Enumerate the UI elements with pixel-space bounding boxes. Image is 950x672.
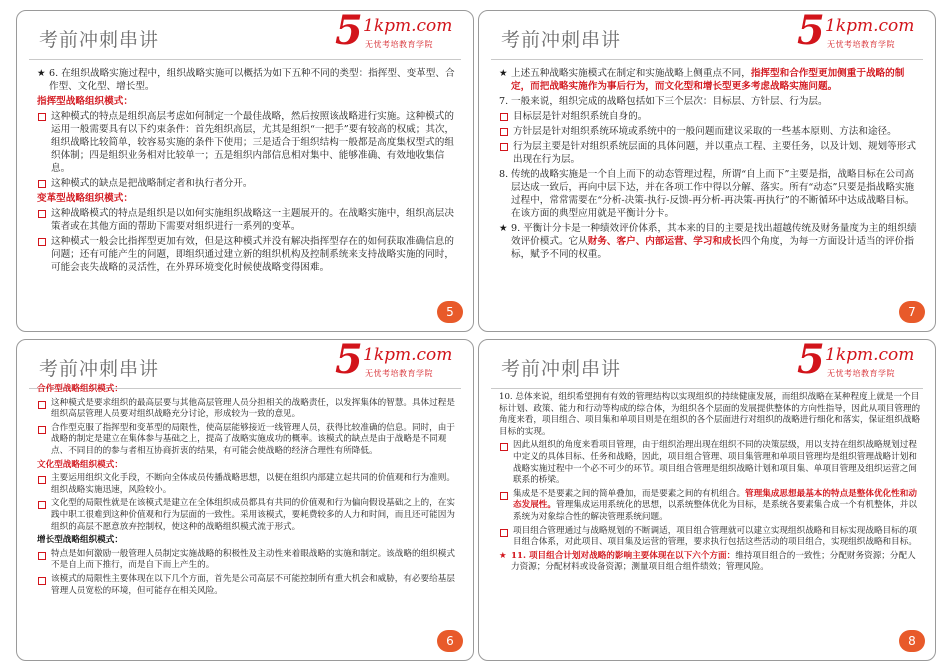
bullet-item: 这种模式一般会比指挥型更加有效，但是这种模式并没有解决指挥型存在的如何获取准确信息的问题；还有可能产生的问题，即组织通过建立新的组织机构及控制系统来支持战略实施的同时，可能会丧失战略的灵活性，在外界环境变化时候使战略变得困难。 [37, 235, 461, 274]
brand-logo [335, 10, 455, 57]
section-heading: 增长型战略组织模式： [37, 535, 123, 546]
section-heading: 文化型战略组织模式： [37, 459, 123, 470]
bullet-item: 这种模式的缺点是把战略制定者和执行者分开。 [37, 177, 461, 190]
bullet-item: 这种战略模式的特点是组织是以如何实施组织战略这一主题展开的。在战略实施中，组织高层决策者或在其他方面的帮助下需要对组织进行一系列的变革。 [37, 207, 461, 233]
slide-title: 考前冲刺串讲 [39, 29, 160, 51]
section-heading: 变革型战略组织模式： [37, 193, 133, 204]
bullet-item: 合作型克服了指挥型和变革型的局限性，使高层能够接近一线管理人员，获得比较准确的信息。同时，由于战略的制定是建立在集体参与基础之上，提高了战略实施成功的概率。该模式的缺点是由于战略是不同观点、不同目的的参与者相互协商折衷的结果，有可能会使战略的经济合理性有所降低。 [37, 423, 461, 458]
logo-domain: 1kpm.com [363, 345, 453, 365]
slide-content [37, 382, 461, 656]
slide-content [499, 67, 923, 327]
logo-tagline: 无忧考培教育学院 [365, 40, 433, 49]
starred-paragraph [499, 222, 923, 261]
logo-domain: 1kpm.com [363, 16, 453, 36]
bullet-item: 方针层是针对组织系统环境或系统中的一般问题而建议采取的一些基本原则、方法和途径。 [499, 125, 923, 138]
header-divider [491, 388, 923, 389]
bullet-item: 这种模式是要求组织的最高层要与其他高层管理人员分担相关的战略责任，以发挥集体的智慧。具体过程是组织高层管理人员要对组织战略充分讨论，形成较为一致的意见。 [37, 398, 461, 421]
brand-logo [335, 339, 455, 386]
logo-domain: 1kpm.com [825, 16, 915, 36]
logo-tagline: 无忧考培教育学院 [827, 40, 895, 49]
bullet-item: 文化型的局限性就是在该模式是建立在全体组织成员都具有共同的价值观和行为偏向假设基础之上的，在实践中职工很难到这种价值观和行为层面的一致性。采用该模式，要耗费较多的人力和时间，而且还可能因为组织的高层不愿意放弃控制权，使这种的战略组织模式流于形式。 [37, 498, 461, 533]
slide-header [17, 11, 473, 63]
item-number: 8. [499, 169, 509, 180]
section-heading: 合作型战略组织模式： [37, 384, 123, 394]
item-number: 7. [499, 96, 509, 107]
slide-content [499, 392, 923, 656]
slide-header [479, 11, 935, 63]
header-divider [29, 59, 461, 60]
slide-8 [478, 339, 936, 661]
logo-mark: 5 [335, 339, 363, 383]
highlight-text: 财务、客户、内部运营、学习和成长 [587, 236, 742, 247]
page-number: 6 [437, 630, 463, 652]
logo-mark: 5 [797, 10, 825, 54]
brand-logo [797, 10, 917, 57]
slide-6 [16, 339, 474, 661]
bullet-item: 项目组合管理通过与战略规划的不断调适，项目组合管理就可以建立实现组织战略和目标实现战略目标的项目组合体系，对此项目、项目集及运营的管理，要求执行包括这些活动的项目组合，实现组织战略和目标。 [499, 526, 923, 549]
slide-5 [16, 10, 474, 332]
numbered-paragraph [499, 95, 923, 108]
paragraph-text: 传统的战略实施是一个自上而下的动态管理过程，所谓“自上而下”主要是指，战略目标在公司高层达成一致后，再向中层下达，并在各项工作中得以分解、落实。所有“动态”只要是指战略实施过程中，常常需要在“分析-决策-执行-反馈-再分析-再决策-再执行”的不断循环中达成战略目标。在该方面的典型应用就是平衡计分卡。 [511, 169, 915, 219]
bullet-item: 因此从组织的角度来看项目管理，由于组织治理出现在组织不同的决策层级，用以支持在组织战略规划过程中定义的具体目标、任务和战略，因此，项目组合管理、项目集管理和单项目管理均是组织管理战略计划和战略实施过程中一个必不可少的环节。项目组合管理是组织战略计划和项目集、单项目管理及组织运营之间联系的桥梁。 [499, 440, 923, 486]
slide-title: 考前冲刺串讲 [501, 358, 622, 380]
page-number: 7 [899, 301, 925, 323]
intro-paragraph: ★ 6. 在组织战略实施过程中，组织战略实施可以概括为如下五种不同的类型：指挥型、变革型、合作型、文化型、增长型。 [37, 67, 461, 93]
slide-title: 考前冲刺串讲 [39, 358, 160, 380]
logo-domain: 1kpm.com [825, 345, 915, 365]
paragraph-text: 维持项目组合的一致性；分配财务资源；分配人力资源；分配材料或设备资源；测量项目组合组件绩效；管理风险。 [511, 550, 916, 573]
starred-paragraph [499, 551, 923, 574]
bullet-item: 该模式的局限性主要体现在以下几个方面，首先是公司高层不可能控制所有重大机会和威胁，有必要给基层管理人员宽松的环境，但可能存在相关风险。 [37, 574, 461, 597]
slide-title: 考前冲刺串讲 [501, 29, 622, 51]
highlight-text: 指挥型和合作型更加侧重于战略的制定，而把战略实施作为事后行为，而文化型和增长型更多考虑战略实施问题。 [511, 68, 905, 92]
bullet-item [499, 489, 923, 524]
highlight-text: 11. 项目组合计划对战略的影响主要体现在以下六个方面： [511, 550, 736, 561]
bullet-item: 行为层主要是针对组织系统层面的具体问题，并以重点工程、主要任务，以及计划、规划等形式出现在行为层。 [499, 140, 923, 166]
logo-tagline: 无忧考培教育学院 [365, 369, 433, 378]
intro-paragraph [499, 67, 923, 93]
bullet-item: 主要运用组织文化手段，不断向全体成员传播战略思想，以便在组织内部建立起共同的价值观和行为准则。组织战略实施迅速，风险较小。 [37, 473, 461, 496]
slide-7 [478, 10, 936, 332]
page-number: 8 [899, 630, 925, 652]
logo-mark: 5 [797, 339, 825, 383]
numbered-paragraph: 10. 总体来说，组织希望拥有有效的管理结构以实现组织的持续健康发展，而组织战略在某种程度上就是一个目标计划、政策、能力和行动等构成的综合体，为组织各个层面的发展提供整体的方向性指导，因此从项目管理的角度来看，项目组合、项目集和单项目则是在组织的各个层面进行对组织的战略进行细化和落实，保证组织战略目标的实现。 [499, 392, 921, 437]
page-number: 5 [437, 301, 463, 323]
bullet-item: 特点是如何激励一般管理人员制定实施战略的积极性及主动性来着眼战略的实施和制定。该战略的组织模式不是自上而下推行，而是自下而上产生的。 [37, 549, 461, 572]
highlight-text: 管理集成思想最基本的特点是整体优化性和动态发展性。 [513, 488, 917, 511]
paragraph-text: 管理集成运用系统化的思想，以系统整体优化为目标，是系统各要素集合成一个有机整体，并以系统为对象综合性的解决管理系统问题。 [513, 500, 917, 522]
paragraph-text: 一般来说，组织完成的战略包括如下三个层次：目标层、方针层、行为层。 [511, 96, 828, 107]
numbered-paragraph [499, 168, 923, 220]
bullet-item: 目标层是针对组织系统自身的。 [499, 110, 923, 123]
paragraph-text: 集成是不是要素之间的简单叠加，而是要素之间的有机组合。 [513, 488, 746, 499]
section-heading: 指挥型战略组织模式： [37, 96, 133, 107]
paragraph-text: 9. 平衡计分卡是一种绩效评价体系，其本来的目的主要是找出超越传统及财务量度为主的组织绩效评价模式。它从 [511, 223, 917, 247]
logo-tagline: 无忧考培教育学院 [827, 369, 895, 378]
brand-logo [797, 339, 917, 386]
slide-header [479, 340, 935, 392]
header-divider [491, 59, 923, 60]
slide-content [37, 67, 461, 327]
logo-mark: 5 [335, 10, 363, 54]
intro-text: 上述五种战略实施模式在制定和实施战略上侧重点不同， [511, 68, 751, 79]
paragraph-text: 四个角度，为每一方面设计适当的评价指标，赋予不同的权重。 [511, 236, 914, 260]
bullet-item: 这种模式的特点是组织高层考虑如何制定一个最佳战略，然后按照该战略进行实施。这种模式的运用一般需要具有以下约束条件：首先组织高层，尤其是组织“一把手”要有较高的权威；其次，组织战略比较简单，较容易实施的条件下使用；三是适合于组织结构一般都是高度集权型式的组织体制；四是组织业务相对比较单一；五是组织内部信息相对集中、能够准确、有效地收集信息。 [37, 110, 461, 175]
